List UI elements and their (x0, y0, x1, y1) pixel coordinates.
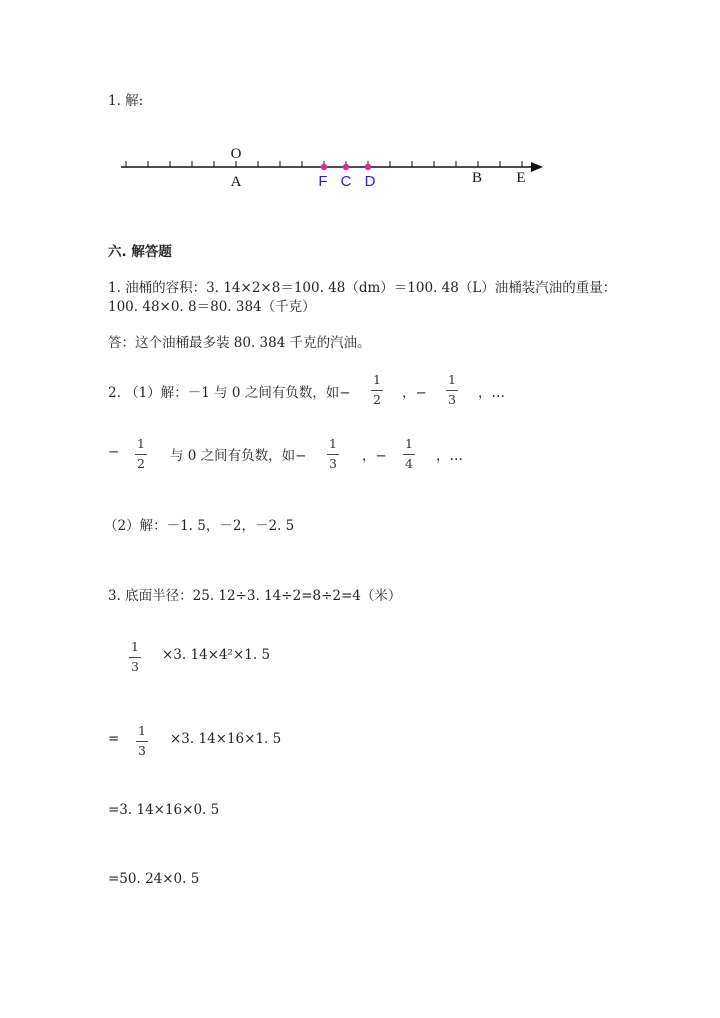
fraction-numerator: 1 (137, 436, 145, 451)
fraction-one-half (370, 374, 384, 406)
label-d: D (364, 173, 376, 190)
number-line-arrow (531, 162, 543, 172)
p3-radius: 3. 底面半径：25. 12÷3. 14÷2=8÷2=4（米） (108, 588, 402, 604)
label-a: A (230, 174, 242, 190)
fraction-one-third (135, 725, 149, 757)
q1-label: 1. 解: (108, 93, 144, 109)
fraction-denominator: 3 (448, 391, 456, 407)
number-line (0, 0, 720, 200)
p3-step4: =50. 24×0. 5 (108, 871, 200, 887)
p1-line2: 100. 48×0. 8＝80. 384（千克） (108, 299, 316, 315)
fraction-numerator: 1 (373, 372, 381, 387)
label-c: C (340, 173, 352, 190)
p3-step3: =3. 14×16×0. 5 (108, 802, 220, 818)
p1-line1: 1. 油桶的容积：3. 14×2×8＝100. 48（dm）＝100. 48（L）油桶装汽油的重量： (108, 280, 617, 296)
p2-line2-prefix: − (108, 444, 120, 460)
fraction-numerator: 1 (329, 436, 337, 451)
p2-line1-prefix: 2. （1）解：－1 与 0 之间有负数，如− (108, 385, 351, 401)
p3-step2-eq: = (108, 731, 120, 747)
fraction-one-third (326, 438, 340, 470)
p2-line1-sep: ，− (402, 385, 427, 401)
point-d-dot (365, 164, 371, 170)
fraction-numerator: 1 (405, 436, 413, 451)
p1-answer: 答：这个油桶最多装 80. 384 千克的汽油。 (108, 335, 371, 351)
fraction-denominator: 3 (138, 742, 146, 758)
p2-line2-mid: 与 0 之间有负数，如− (170, 448, 307, 464)
p2-line2-sep: ，− (362, 448, 387, 464)
fraction-one-quarter (402, 438, 416, 470)
fraction-denominator: 3 (131, 658, 139, 674)
label-f: F (318, 173, 328, 190)
label-b: B (471, 170, 483, 186)
label-o: O (230, 146, 242, 162)
fraction-denominator: 3 (329, 455, 337, 471)
point-f-dot (321, 164, 327, 170)
fraction-one-third (128, 641, 142, 673)
p2-line1-tail: ，… (478, 385, 505, 401)
fraction-numerator: 1 (138, 723, 146, 738)
fraction-denominator: 4 (405, 455, 413, 471)
fraction-numerator: 1 (131, 639, 139, 654)
label-e: E (516, 170, 526, 186)
point-c-dot (343, 164, 349, 170)
p2-line2-tail: ，… (436, 448, 463, 464)
fraction-numerator: 1 (448, 372, 456, 387)
section-heading: 六. 解答题 (108, 244, 172, 260)
p2-part2: （2）解：－1. 5，－2，－2. 5 (104, 518, 295, 534)
p3-step1: ×3. 14×4²×1. 5 (162, 647, 271, 663)
fraction-one-half (134, 438, 148, 470)
fraction-one-third (445, 374, 459, 406)
fraction-denominator: 2 (137, 455, 145, 471)
p3-step2: ×3. 14×16×1. 5 (170, 731, 282, 747)
fraction-denominator: 2 (373, 391, 381, 407)
